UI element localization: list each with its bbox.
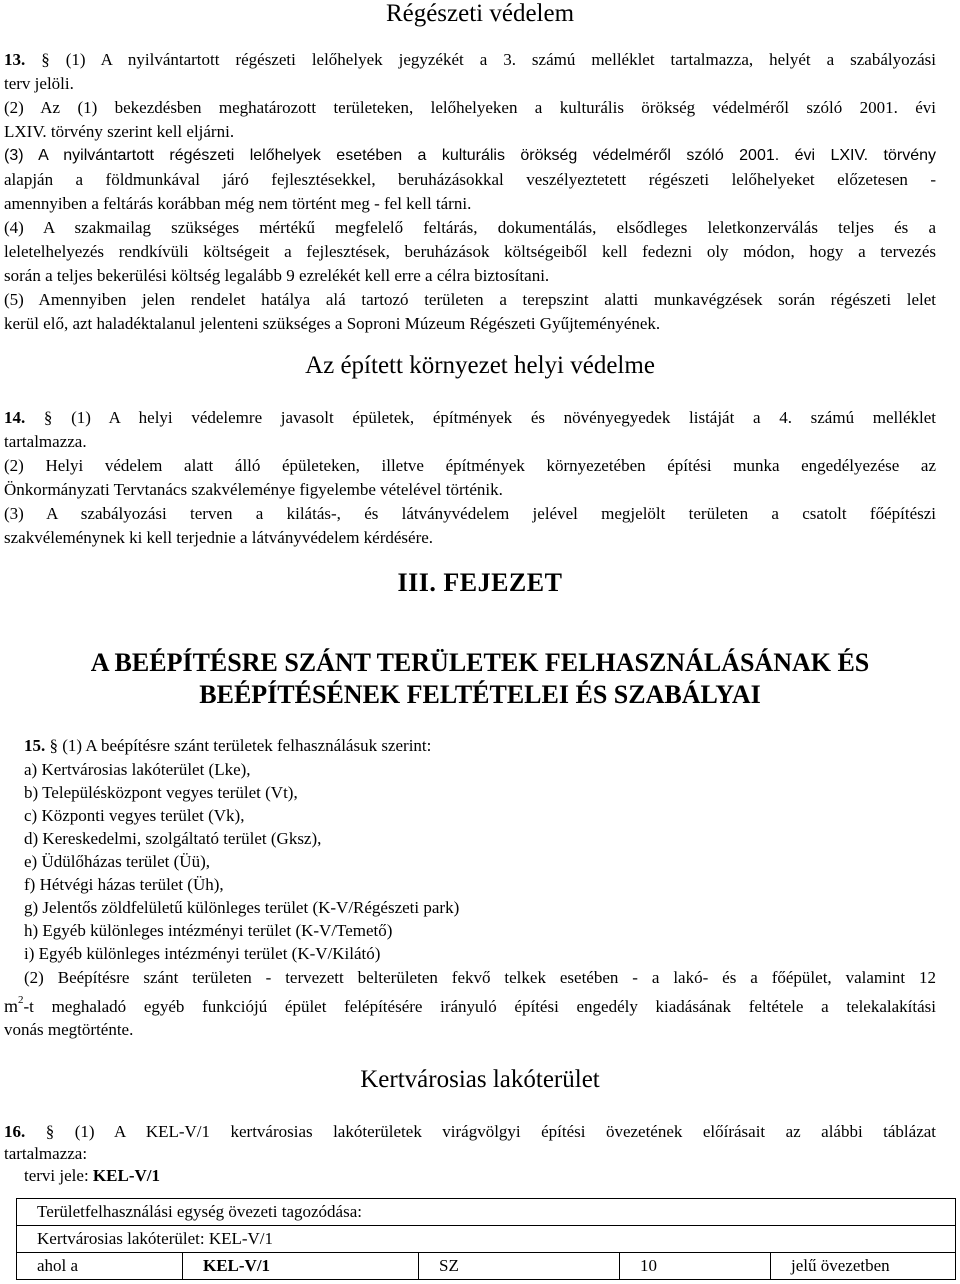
list-item: c) Központi vegyes terület (Vk),: [24, 806, 245, 825]
paragraph-number: 15.: [24, 736, 46, 755]
text: (1) A KEL-V/1 kertvárosias lakóterületek virágvölgyi építési övezetének előírásait az alábbi táblázat: [74, 1122, 936, 1141]
paragraph-16-line-3: [24, 1166, 160, 1186]
list-item: d) Kereskedelmi, szolgáltató terület (Gksz),: [24, 829, 322, 848]
table-cell: KEL-V/1: [183, 1253, 419, 1280]
paragraph-13-line-5: (3) A nyilvántartott régészeti lelőhelyek esetében a kulturális örökség védelméről szóló 2001. évi LXIV. törvény: [4, 147, 936, 164]
section-sign: §: [49, 736, 58, 755]
paragraph-14-line-2: tartalmazza.: [4, 432, 87, 451]
list-item: e) Üdülőházas terület (Üü),: [24, 852, 210, 871]
list-item: f) Hétvégi házas terület (Üh),: [24, 875, 224, 894]
paragraph-13-line-11: (5) Amennyiben jelen rendelet hatálya alá tartozó területen a terepszint alatti munkavégzések során régészeti lelet: [4, 290, 936, 309]
unit-m: m: [4, 996, 19, 1016]
table-cell: Kertvárosias lakóterület: KEL-V/1: [17, 1226, 956, 1253]
table-cell: 10: [620, 1253, 771, 1280]
zone-table: [16, 1198, 956, 1280]
section-title-epitett: Az épített környezet helyi védelme: [305, 352, 655, 379]
paragraph-13-line-6: alapján a földmunkával járó fejlesztésekkel, beruházásokkal veszélyeztetett régészeti lelőhelyeket előzetesen -: [4, 170, 936, 189]
paragraph-13-line-9: leletelhelyezés rendkívüli költségeit a fejlesztések, beruházások költségeiből kell fedezni oly módon, hogy a tervezés: [4, 242, 936, 261]
chapter-title-line-2: BEÉPÍTÉSÉNEK FELTÉTELEI ÉS SZABÁLYAI: [199, 680, 761, 709]
paragraph-14-line-1: [4, 408, 936, 428]
table-cell: jelű övezetben: [771, 1253, 956, 1280]
chapter-title-line-1: A BEÉPÍTÉSRE SZÁNT TERÜLETEK FELHASZNÁLÁSÁNAK ÉS: [90, 648, 870, 677]
zone-code: KEL-V/1: [92, 1166, 160, 1185]
text: -t meghaladó egyéb funkciójú épület felépítésére irányuló építési engedély kiadásának feltétele a telekalakítási: [23, 997, 936, 1016]
paragraph-16-line-1: [4, 1122, 936, 1142]
paragraph-13-line-12: kerül elő, azt haladéktalanul jelenteni szükséges a Soproni Múzeum Régészeti Gyűjteményének.: [4, 314, 661, 333]
text: (1) A beépítésre szánt területek felhasználásuk szerint:: [62, 736, 432, 755]
paragraph-14-line-3: (2) Helyi védelem alatt álló épületeken, illetve építmények környezetében építési munka engedélyezése az: [4, 456, 936, 475]
paragraph-15-line-1: [24, 736, 431, 756]
list-item: b) Településközpont vegyes terület (Vt),: [24, 783, 298, 802]
section-sign: §: [41, 50, 50, 69]
paragraph-14-line-6: szakvéleménynek ki kell terjednie a látványvédelem kérdésére.: [4, 528, 434, 547]
table-row: [17, 1199, 956, 1226]
paragraph-13-line-2: terv jelöli.: [4, 74, 74, 93]
table-cell: SZ: [419, 1253, 620, 1280]
paragraph-13-line-1: [4, 50, 936, 70]
paragraph-number: 16.: [4, 1122, 26, 1141]
paragraph-15-line-4: vonás megtörténte.: [4, 1020, 134, 1039]
paragraph-16-line-2: tartalmazza:: [4, 1144, 88, 1163]
paragraph-number: 13.: [4, 50, 26, 69]
paragraph-13-line-3: (2) Az (1) bekezdésben meghatározott területeken, lelőhelyeken a kulturális örökség védelméről szóló 2001. évi: [4, 98, 936, 117]
table-row: [17, 1253, 956, 1280]
paragraph-14-line-5: (3) A szabályozási terven a kilátás-, és látványvédelem jelével megjelölt területen a csatolt főépítészi: [4, 504, 936, 523]
text: (1) A helyi védelemre javasolt épületek, építmények és növényegyedek listáját a 4. számú melléklet: [71, 408, 936, 427]
paragraph-13-line-10: során a teljes bekerülési költség legalább 9 ezrelékét kell erre a célra biztosítani.: [4, 266, 550, 285]
list-item: a) Kertvárosias lakóterület (Lke),: [24, 760, 251, 779]
list-item: h) Egyéb különleges intézményi terület (K-V/Temető): [24, 921, 393, 940]
paragraph-number: 14.: [4, 408, 26, 427]
paragraph-15-line-2: (2) Beépítésre szánt területen - tervezett belterületen fekvő telkek esetében - a lakó- és a főépület, valamint 12: [24, 968, 936, 987]
section-title-kertvarosias: Kertvárosias lakóterület: [360, 1066, 600, 1093]
paragraph-14-line-4: Önkormányzati Tervtanács szakvéleménye figyelembe vételével történik.: [4, 480, 503, 499]
section-sign: §: [45, 1122, 55, 1141]
table-cell: Területfelhasználási egység övezeti tagozódása:: [17, 1199, 956, 1226]
table-row: [17, 1226, 956, 1253]
table-cell: ahol a: [17, 1253, 183, 1280]
paragraph-13-line-7: amennyiben a feltárás korábban még nem történt meg - fel kell tárni.: [4, 194, 472, 213]
paragraph-15-line-3: [4, 996, 936, 1020]
paragraph-13-line-4: LXIV. törvény szerint kell eljárni.: [4, 122, 235, 141]
chapter-number: III. FEJEZET: [397, 568, 563, 597]
list-item: g) Jelentős zöldfelületű különleges terület (K-V/Régészeti park): [24, 898, 460, 917]
list-item: i) Egyéb különleges intézményi terület (K-V/Kilátó): [24, 944, 381, 963]
section-sign: §: [43, 408, 53, 427]
section-title-regeszeti: Régészeti védelem: [385, 0, 575, 27]
label: tervi jele:: [24, 1166, 93, 1185]
text: (1) A nyilvántartott régészeti lelőhelyek jegyzékét a 3. számú melléklet tartalmazza, helyét a szabályozási: [65, 50, 936, 69]
paragraph-13-line-8: (4) A szakmailag szükséges mértékű megfelelő feltárás, dokumentálás, elsődleges leletkonzerválás teljes és a: [4, 218, 936, 237]
unit-superscript: 2: [18, 996, 24, 1006]
